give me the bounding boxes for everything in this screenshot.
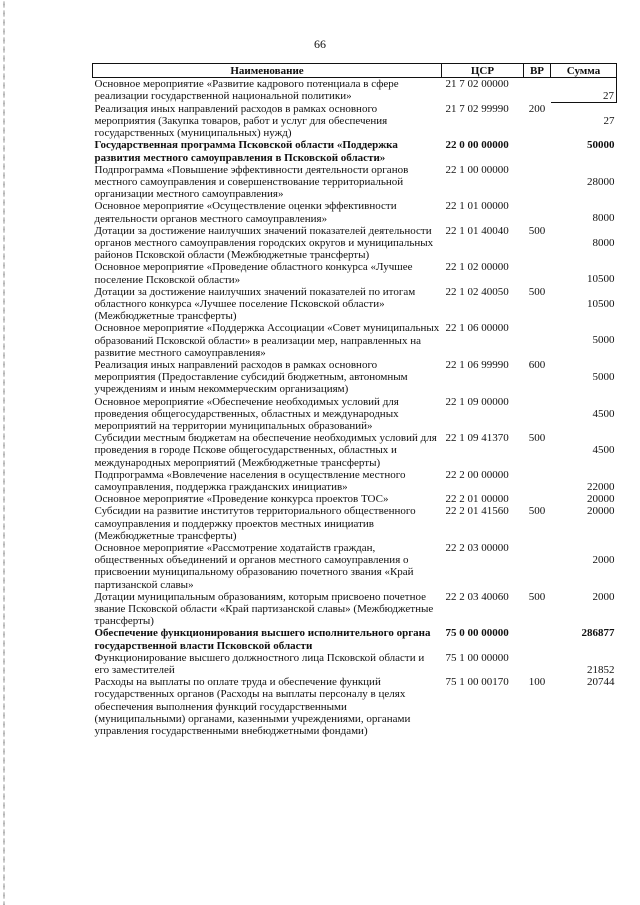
- row-sum: 20744: [587, 676, 615, 689]
- row-csr: 22 2 01 41560: [445, 505, 509, 518]
- row-vr: [524, 322, 551, 359]
- table-row: [93, 200, 617, 224]
- header-name: Наименование: [93, 64, 442, 78]
- row-vr: [524, 627, 551, 651]
- page-number: 66: [314, 37, 326, 51]
- row-vr: 500: [528, 285, 546, 298]
- table-row: [93, 286, 617, 323]
- row-name: Основное мероприятие «Обеспечение необходимых условий для проведения общегосударственных, областных и международных мероприятий на территории муниципальных образований»: [94, 395, 399, 432]
- table-row: [93, 505, 617, 542]
- row-vr: [524, 78, 551, 103]
- header-vr: ВР: [524, 64, 551, 78]
- table-row: [93, 652, 617, 676]
- table-row: [93, 359, 617, 396]
- row-sum: 10500: [587, 297, 615, 310]
- row-csr: 22 2 03 40060: [445, 590, 509, 603]
- table-row: [93, 396, 617, 433]
- table-row: [93, 78, 617, 103]
- row-sum: 5000: [592, 334, 615, 347]
- row-sum: 27: [551, 78, 617, 103]
- left-margin-dots: [3, 0, 5, 905]
- table-row: [93, 493, 617, 505]
- row-sum: 2000: [592, 554, 615, 567]
- table-row: [93, 627, 617, 651]
- row-csr: 75 1 00 00170: [445, 676, 509, 689]
- row-csr: 75 1 00 00000: [445, 651, 509, 664]
- row-sum: 20000: [587, 505, 615, 518]
- row-name: Обеспечение функционирования высшего исполнительного органа государственной власти Псковской области: [94, 627, 431, 652]
- row-sum: 286877: [581, 627, 615, 640]
- row-csr: 22 2 03 00000: [445, 542, 509, 555]
- row-sum: 2000: [592, 590, 615, 603]
- row-vr: [524, 493, 551, 505]
- row-name: Основное мероприятие «Развитие кадрового потенциала в сфере реализации государственной национальной политики»: [94, 78, 399, 103]
- row-vr: [524, 469, 551, 493]
- row-name: Основное мероприятие «Поддержка Ассоциации «Совет муниципальных образований Псковской области» в реализации мер, направленных на развитие местного самоуправления»: [94, 322, 440, 359]
- table-row: [93, 591, 617, 628]
- row-sum: 28000: [587, 175, 615, 188]
- row-name: Функционирование высшего должностного лица Псковской области и его заместителей: [94, 651, 425, 677]
- row-vr: 500: [528, 224, 546, 237]
- row-sum: 21852: [587, 663, 615, 676]
- table-row: [93, 322, 617, 359]
- row-name: Субсидии на развитие институтов территориального общественного самоуправления и поддержку проектов местных инициатив (Межбюджетные трансферты): [94, 505, 416, 542]
- row-vr: [524, 261, 551, 285]
- table-row: [93, 139, 617, 163]
- row-csr: 22 1 02 00000: [445, 261, 509, 274]
- row-sum: 8000: [592, 212, 615, 225]
- row-name: Дотации за достижение наилучших значений показателей деятельности органов местного самоуправления городских округов и муниципальных районов Псковской области (Межбюджетные трансферты): [94, 224, 434, 262]
- row-sum: 10500: [587, 273, 615, 286]
- row-vr: [524, 542, 551, 591]
- row-name: Подпрограмма «Вовлечение населения в осуществление местного самоуправления, поддержка гражданских инициатив»: [94, 468, 406, 493]
- row-vr: [524, 164, 551, 201]
- row-name: Основное мероприятие «Проведение областного конкурса «Лучшее поселение Псковской области»: [94, 261, 413, 286]
- row-name: Основное мероприятие «Рассмотрение ходатайств граждан, общественных объединений и органов местного самоуправления о присвоении муниципальному образованию почетного звания «Край партизанской славы»: [94, 542, 414, 591]
- row-csr: 22 1 00 00000: [445, 163, 509, 176]
- budget-table: [92, 63, 617, 737]
- table-row: [93, 225, 617, 262]
- row-csr: 22 1 06 99990: [445, 358, 509, 371]
- row-vr: [524, 396, 551, 433]
- row-csr: 22 1 09 41370: [445, 432, 509, 445]
- row-vr: [524, 652, 551, 676]
- row-name: Основное мероприятие «Проведение конкурса проектов ТОС»: [94, 493, 389, 506]
- row-sum: 20000: [587, 493, 615, 506]
- row-name: Государственная программа Псковской области «Поддержка развития местного самоуправления в Псковской области»: [94, 139, 398, 164]
- row-vr: 500: [528, 590, 546, 603]
- row-csr: 22 1 01 40040: [445, 224, 509, 237]
- row-sum: 5000: [592, 370, 615, 383]
- row-vr: 500: [528, 432, 546, 445]
- row-csr: 22 2 00 00000: [445, 468, 509, 481]
- row-vr: 600: [528, 358, 546, 371]
- row-sum: 22000: [587, 480, 615, 493]
- table-row: [93, 103, 617, 140]
- table-header-row: [93, 64, 617, 78]
- row-vr: 100: [528, 676, 546, 689]
- row-csr: 21 7 02 00000: [445, 78, 509, 90]
- table-body: [93, 78, 617, 738]
- row-name: Реализация иных направлений расходов в рамках основного мероприятия (Закупка товаров, работ и услуг для обеспечения государственных (муниципальных) нужд): [94, 102, 388, 140]
- row-sum: 8000: [592, 236, 615, 249]
- row-vr: [524, 200, 551, 224]
- row-sum: 27: [603, 115, 615, 128]
- table-row: [93, 432, 617, 469]
- row-name: Основное мероприятие «Осуществление оценки эффективности деятельности органов местного самоуправления»: [94, 200, 397, 225]
- row-name: Расходы на выплаты по оплате труда и обеспечение функций государственных органов (Расходы на выплаты персоналу в целях обеспечения выполнения функций государственными (муниципальными) органами, казенными учреждениями, органами управления государственными внебюджетными фондами): [94, 676, 411, 738]
- table-row: [93, 542, 617, 591]
- row-sum: 4500: [592, 444, 615, 457]
- table-row: [93, 469, 617, 493]
- table-row: [93, 261, 617, 285]
- row-csr: 22 1 01 00000: [445, 200, 509, 213]
- row-name: Подпрограмма «Повышение эффективности деятельности органов местного самоуправления и совершенствование территориальной организации местного самоуправления»: [94, 163, 409, 201]
- row-csr: 22 2 01 00000: [445, 493, 509, 506]
- header-csr: ЦСР: [442, 64, 524, 78]
- row-name: Субсидии местным бюджетам на обеспечение необходимых условий для проведения в городе Пскове общегосударственных, областных и международных мероприятий (Межбюджетные трансферты): [94, 432, 437, 469]
- row-vr: 200: [528, 102, 546, 115]
- table-row: [93, 164, 617, 201]
- header-sum: Сумма: [551, 64, 617, 78]
- row-csr: 22 0 00 00000: [445, 139, 509, 152]
- row-name: Реализация иных направлений расходов в рамках основного мероприятия (Предоставление субсидий бюджетным, автономным учреждениям и иным некоммерческим организациям): [94, 358, 408, 396]
- row-csr: 22 1 06 00000: [445, 322, 509, 335]
- row-csr: 22 1 09 00000: [445, 395, 509, 408]
- table-row: [93, 676, 617, 737]
- row-vr: 500: [528, 505, 546, 518]
- row-name: Дотации муниципальным образованиям, которым присвоено почетное звание Псковской области «Край партизанской славы» (Межбюджетные трансферты): [94, 590, 434, 628]
- row-csr: 22 1 02 40050: [445, 285, 509, 298]
- row-sum: 4500: [592, 407, 615, 420]
- row-csr: 21 7 02 99990: [445, 102, 509, 115]
- row-csr: 75 0 00 00000: [445, 627, 509, 640]
- row-name: Дотации за достижение наилучших значений показателей по итогам областного конкурса «Лучшее поселение Псковской области» (Межбюджетные трансферты): [94, 285, 416, 323]
- row-vr: [524, 139, 551, 163]
- row-sum: 50000: [587, 139, 615, 152]
